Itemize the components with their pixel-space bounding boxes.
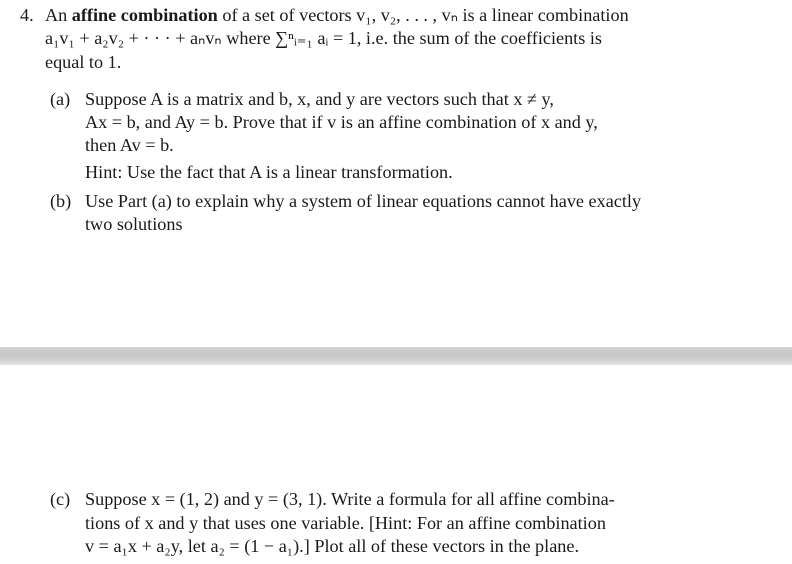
part-c-label: (c)	[50, 489, 71, 509]
part-b-line-1: Use Part (a) to explain why a system of linear equations cannot have exactly	[85, 191, 642, 211]
part-c-line-1: Suppose x = (1, 2) and y = (3, 1). Write a formula for all affine combina-	[85, 489, 615, 509]
part-c-line-2: tions of x and y that uses one variable. [Hint: For an affine combination	[85, 513, 606, 533]
part-b-line-2: two solutions	[85, 214, 183, 234]
part-a-hint: Hint: Use the fact that A is a linear transformation.	[85, 162, 453, 182]
affine-combination-term: affine combination	[71, 5, 218, 25]
part-a-line-3: then Av = b.	[85, 135, 174, 155]
part-c-line-3: v = a₁x + a₂y, let a₂ = (1 − a₁).] Plot all of these vectors in the plane.	[85, 536, 579, 556]
intro-line-2: a₁v₁ + a₂v₂ + · · · + aₙvₙ where ∑ⁿᵢ₌₁ aᵢ = 1, i.e. the sum of the coefficients is	[45, 28, 602, 48]
page-lower	[0, 365, 792, 564]
intro-line-1	[45, 4, 629, 27]
page-divider	[0, 347, 792, 365]
intro-text-start: An	[45, 5, 72, 25]
part-a-label: (a)	[50, 89, 71, 109]
intro-text-end: of a set of vectors v₁, v₂, . . . , vₙ is a linear combination	[217, 5, 629, 25]
intro-line-3: equal to 1.	[45, 52, 122, 72]
part-b-label: (b)	[50, 191, 72, 211]
part-a-line-1: Suppose A is a matrix and b, x, and y are vectors such that x ≠ y,	[85, 89, 554, 109]
part-a-line-2: Ax = b, and Ay = b. Prove that if v is an affine combination of x and y,	[85, 112, 598, 132]
problem-number: 4.	[20, 5, 34, 25]
